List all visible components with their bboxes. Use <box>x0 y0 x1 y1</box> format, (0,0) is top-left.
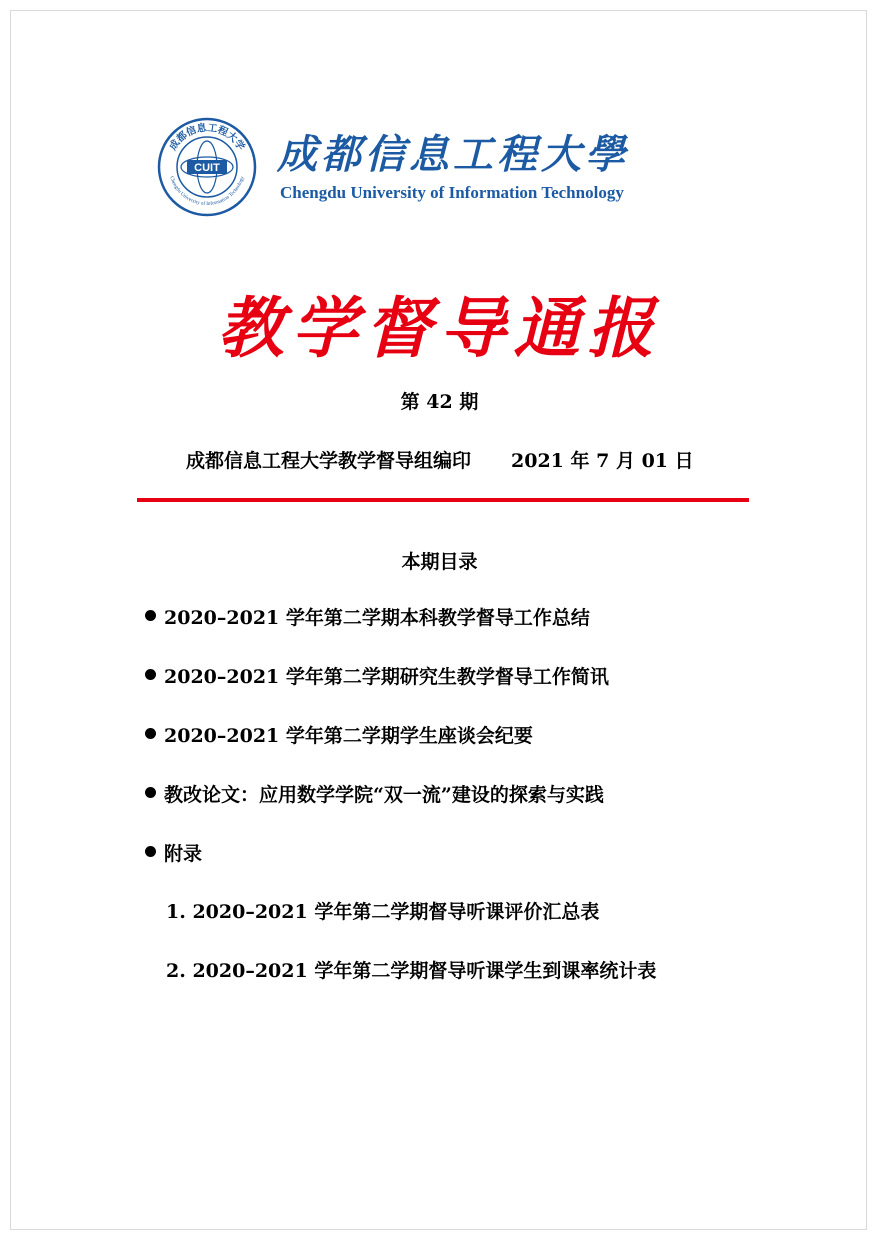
publisher: 成都信息工程大学教学督导组编印 <box>186 450 472 472</box>
bullet-icon <box>145 846 156 857</box>
svg-text:成都信息工程大学: 成都信息工程大学 <box>167 122 247 153</box>
toc-item <box>145 662 609 721</box>
bullet-icon <box>145 610 156 621</box>
toc-heading: 本期目录 <box>401 551 478 573</box>
svg-text:CUIT: CUIT <box>194 162 220 174</box>
publisher-line <box>186 446 694 473</box>
university-name-en: Chengdu University of Information Technology <box>280 183 624 202</box>
toc-item-label: 附录 <box>164 843 203 865</box>
bullet-icon <box>145 669 156 680</box>
publish-date: 2021 年 7 月 01 日 <box>511 450 694 472</box>
toc-item-label: 2020–2021 学年第二学期本科教学督导工作总结 <box>164 607 590 629</box>
bullet-icon <box>145 787 156 798</box>
toc-item-label: 教改论文：应用数学学院“双一流”建设的探索与实践 <box>164 784 604 806</box>
university-seal-icon <box>157 117 257 217</box>
appendix-list <box>166 897 656 1015</box>
toc-item <box>145 721 609 780</box>
bullet-icon <box>145 728 156 739</box>
appendix-item: 2. 2020–2021 学年第二学期督导听课学生到课率统计表 <box>166 960 657 982</box>
university-name-cn: 成都信息工程大學 <box>277 131 629 178</box>
toc-item <box>145 603 609 662</box>
svg-text:Chengdu University of Informat: Chengdu University of Information Technology <box>168 175 246 208</box>
red-divider <box>137 498 749 502</box>
bulletin-title: 教学督导通报 <box>217 289 662 367</box>
toc-item-label: 2020–2021 学年第二学期研究生教学督导工作简讯 <box>164 666 609 688</box>
toc-list <box>145 603 609 898</box>
toc-item-appendix <box>145 839 609 898</box>
toc-item-label: 2020–2021 学年第二学期学生座谈会纪要 <box>164 725 533 747</box>
toc-item <box>145 780 609 839</box>
appendix-item: 1. 2020–2021 学年第二学期督导听课评价汇总表 <box>166 901 600 923</box>
issue-number: 第 42 期 <box>400 391 479 413</box>
university-logo <box>157 117 717 217</box>
